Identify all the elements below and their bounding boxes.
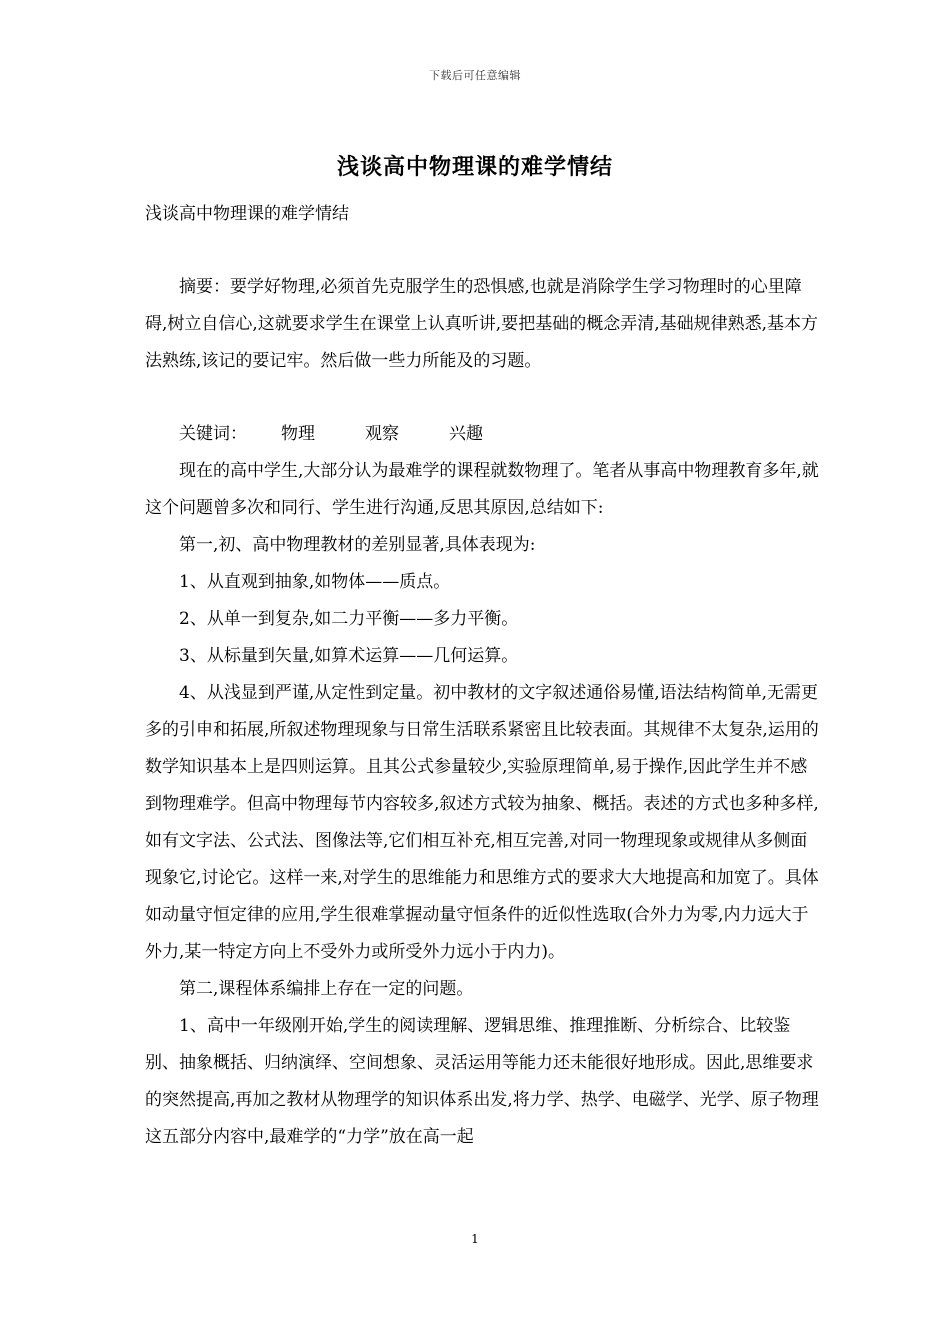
spacer [145,233,821,269]
list-item: 1、高中一年级刚开始,学生的阅读理解、逻辑思维、推理推断、分析综合、比较鉴别、抽象概括、归纳演绎、空间想象、灵活运用等能力还未能很好地形成。因此,思维要求的突然提高,再加之教材从物理学的知识体系出发,将力学、热学、电磁学、光学、原子物理这五部分内容中,最难学的“力学”放在高一起 [145,1016,819,1147]
body-paragraph: 现在的高中学生,大部分认为最难学的课程就数物理了。笔者从事高中物理教育多年,就这个问题曾多次和同行、学生进行沟通,反思其原因,总结如下: [145,461,819,518]
list-item: 2、从单一到复杂,如二力平衡——多力平衡。 [179,609,519,629]
abstract-paragraph: 摘要：要学好物理,必须首先克服学生的恐惧感,也就是消除学生学习物理时的心里障碍,树立自信心,这就要求学生在课堂上认真听讲,要把基础的概念弄清,基础规律熟悉,基本方法熟练,该记的要记牢。然后做一些力所能及的习题。 [145,277,819,371]
document-body [145,196,821,1156]
list-item: 1、从直观到抽象,如物体——质点。 [179,572,451,592]
keyword-term: 物理 [281,424,315,444]
keywords-label: 关键词： [179,424,247,444]
page-number: 1 [471,1232,479,1246]
keyword-term: 兴趣 [449,424,483,444]
header-note: 下载后可任意编辑 [429,69,521,82]
body-paragraph: 第二,课程体系编排上存在一定的问题。 [179,979,474,999]
list-item: 4、从浅显到严谨,从定性到定量。初中教材的文字叙述通俗易懂,语法结构简单,无需更多的引申和拓展,所叙述物理现象与日常生活联系紧密且比较表面。其规律不太复杂,运用的数学知识基本上是四则运算。且其公式参量较少,实验原理简单,易于操作,因此学生并不感到物理难学。但高中物理每节内容较多,叙述方式较为抽象、概括。表述的方式也多种多样,如有文字法、公式法、图像法等,它们相互补充,相互完善,对同一物理现象或规律从多侧面现象它,讨论它。这样一来,对学生的思维能力和思维方式的要求大大地提高和加宽了。具体如动量守恒定律的应用,学生很难掌握动量守恒条件的近似性选取(合外力为零,内力远大于外力,某一特定方向上不受外力或所受外力远小于内力)。 [145,683,819,962]
body-paragraph: 第一,初、高中物理教材的差别显著,具体表现为: [179,535,536,555]
keywords-line [145,416,821,453]
list-item: 3、从标量到矢量,如算术运算——几何运算。 [179,646,519,666]
subtitle: 浅谈高中物理课的难学情结 [145,204,349,224]
keyword-term: 观察 [365,424,399,444]
page-title: 浅谈高中物理课的难学情结 [336,154,613,180]
spacer [145,380,821,416]
